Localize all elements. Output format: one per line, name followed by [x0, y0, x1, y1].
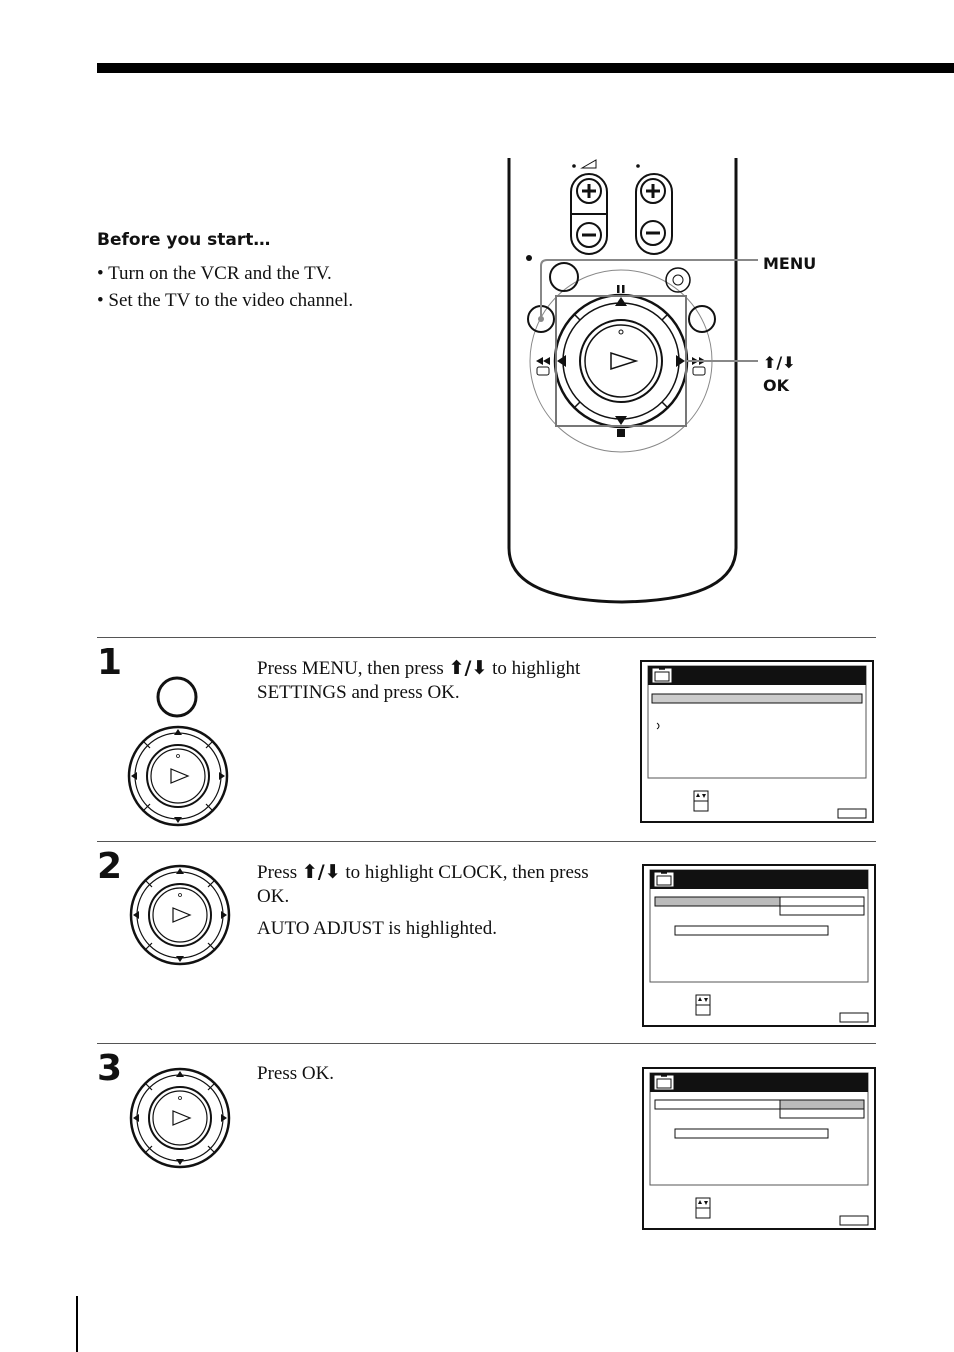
arrows-ok-callout [763, 351, 796, 397]
list-item: • Set the TV to the video channel. [97, 287, 353, 314]
step-text: Press [257, 862, 302, 883]
step-instruction [257, 1062, 617, 1094]
step-instruction [257, 860, 617, 949]
step-paragraph [257, 1062, 617, 1086]
page-edge-marker [76, 1296, 78, 1352]
step-paragraph [257, 860, 617, 909]
up-down-arrows-icon: ⬆/⬇ [301, 861, 341, 883]
tv-screen-settings-menu [640, 660, 874, 823]
jog-dial-icon [129, 864, 231, 966]
tv-screen-clock-menu [642, 864, 876, 1027]
step-number: 1 [97, 642, 123, 683]
menu-button-icon [155, 675, 201, 721]
before-you-start-list [97, 260, 353, 314]
step-divider [97, 637, 876, 638]
step-divider [97, 1043, 876, 1044]
jog-dial-icon [127, 725, 229, 827]
ok-label: OK [763, 376, 789, 395]
tv-screen-auto-adjust-menu [642, 1067, 876, 1230]
step-divider [97, 841, 876, 842]
list-item: • Turn on the VCR and the TV. [97, 260, 353, 287]
before-you-start-title: Before you start… [97, 230, 271, 250]
step-note: AUTO ADJUST is highlighted. [257, 918, 497, 939]
step-text: Press MENU, then press [257, 658, 449, 679]
step-text: to highlight SETTINGS and press OK. [257, 658, 581, 703]
jog-dial-icon [129, 1067, 231, 1169]
step-number: 2 [97, 846, 123, 887]
step-text: to highlight CLOCK, then press OK. [257, 862, 589, 907]
remote-control-illustration [500, 150, 760, 610]
step-instruction [257, 656, 617, 713]
up-down-arrows-icon: ⬆/⬇ [448, 657, 488, 679]
menu-callout: MENU [763, 254, 817, 273]
top-rule [97, 63, 954, 73]
up-down-arrows-icon: ⬆/⬇ [763, 353, 796, 372]
step-paragraph [257, 656, 617, 705]
step-number: 3 [97, 1048, 123, 1089]
step-text: Press OK. [257, 1063, 335, 1084]
